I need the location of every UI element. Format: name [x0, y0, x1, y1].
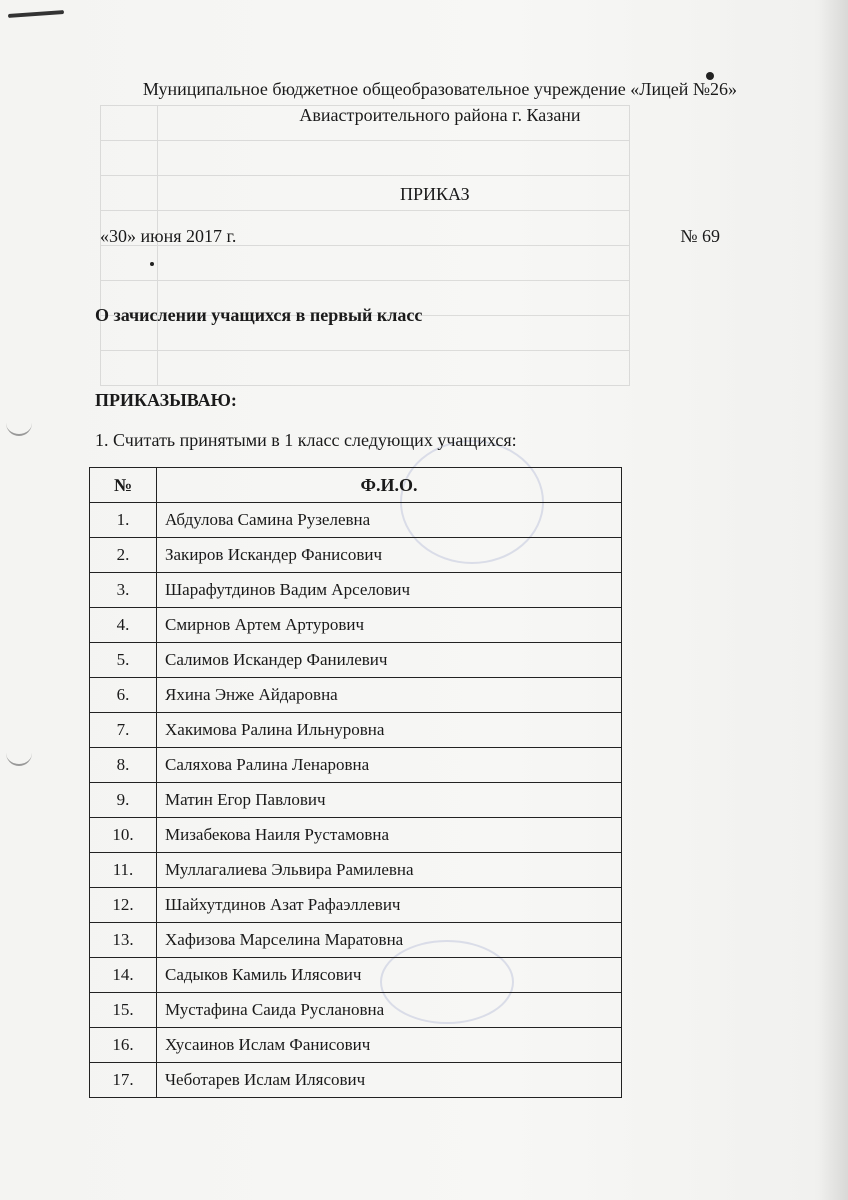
order-number: № 69	[680, 226, 720, 246]
decree-heading: ПРИКАЗЫВАЮ:	[95, 390, 237, 410]
order-date: «30» июня 2017 г.	[100, 226, 237, 246]
row-number: 4.	[90, 608, 157, 643]
row-number: 9.	[90, 783, 157, 818]
table-row	[90, 888, 622, 923]
punch-hole-lower	[6, 748, 32, 766]
row-number: 7.	[90, 713, 157, 748]
row-number: 3.	[90, 573, 157, 608]
table-row	[90, 503, 622, 538]
student-name: Мустафина Саида Руслановна	[157, 993, 622, 1028]
table-row	[90, 608, 622, 643]
row-number: 2.	[90, 538, 157, 573]
table-row	[90, 853, 622, 888]
table-row	[90, 538, 622, 573]
student-name: Шайхутдинов Азат Рафаэллевич	[157, 888, 622, 923]
student-name: Чеботарев Ислам Илясович	[157, 1063, 622, 1098]
row-number: 1.	[90, 503, 157, 538]
student-name: Смирнов Артем Артурович	[157, 608, 622, 643]
column-header-name: Ф.И.О.	[157, 468, 622, 503]
student-name: Абдулова Самина Рузелевна	[157, 503, 622, 538]
student-name: Хусаинов Ислам Фанисович	[157, 1028, 622, 1063]
row-number: 5.	[90, 643, 157, 678]
row-number: 11.	[90, 853, 157, 888]
institution-name: Муниципальное бюджетное общеобразовательное учреждение «Лицей №26»	[142, 79, 738, 99]
table-header-row	[90, 468, 622, 503]
row-number: 13.	[90, 923, 157, 958]
row-number: 12.	[90, 888, 157, 923]
student-name: Саляхова Ралина Ленаровна	[157, 748, 622, 783]
table-row	[90, 958, 622, 993]
table-row	[90, 783, 622, 818]
table-row	[90, 1063, 622, 1098]
table-row	[90, 713, 622, 748]
row-number: 6.	[90, 678, 157, 713]
row-number: 15.	[90, 993, 157, 1028]
table-row	[90, 748, 622, 783]
student-name: Шарафутдинов Вадим Арселович	[157, 573, 622, 608]
student-name: Хафизова Марселина Маратовна	[157, 923, 622, 958]
student-name: Хакимова Ралина Ильнуровна	[157, 713, 622, 748]
order-subject: О зачислении учащихся в первый класс	[95, 305, 423, 325]
student-name: Закиров Искандер Фанисович	[157, 538, 622, 573]
order-item-1: 1. Считать принятыми в 1 класс следующих учащихся:	[95, 430, 517, 450]
punch-hole-upper	[6, 418, 32, 436]
student-name: Матин Егор Павлович	[157, 783, 622, 818]
column-header-number: №	[90, 468, 157, 503]
table-row	[90, 993, 622, 1028]
scan-mark	[8, 10, 64, 18]
student-name: Муллагалиева Эльвира Рамилевна	[157, 853, 622, 888]
ink-speck	[150, 262, 154, 266]
table-row	[90, 1028, 622, 1063]
row-number: 14.	[90, 958, 157, 993]
student-name: Яхина Энже Айдаровна	[157, 678, 622, 713]
table-row	[90, 643, 622, 678]
page-edge-shadow	[820, 0, 848, 1200]
row-number: 8.	[90, 748, 157, 783]
row-number: 16.	[90, 1028, 157, 1063]
row-number: 17.	[90, 1063, 157, 1098]
table-row	[90, 818, 622, 853]
student-name: Садыков Камиль Илясович	[157, 958, 622, 993]
student-name: Салимов Искандер Фанилевич	[157, 643, 622, 678]
institution-district: Авиастроительного района г. Казани	[299, 105, 581, 125]
table-row	[90, 573, 622, 608]
document-title: ПРИКАЗ	[400, 184, 470, 204]
student-name: Мизабекова Наиля Рустамовна	[157, 818, 622, 853]
table-row	[90, 678, 622, 713]
table-row	[90, 923, 622, 958]
row-number: 10.	[90, 818, 157, 853]
students-table	[89, 467, 622, 1098]
